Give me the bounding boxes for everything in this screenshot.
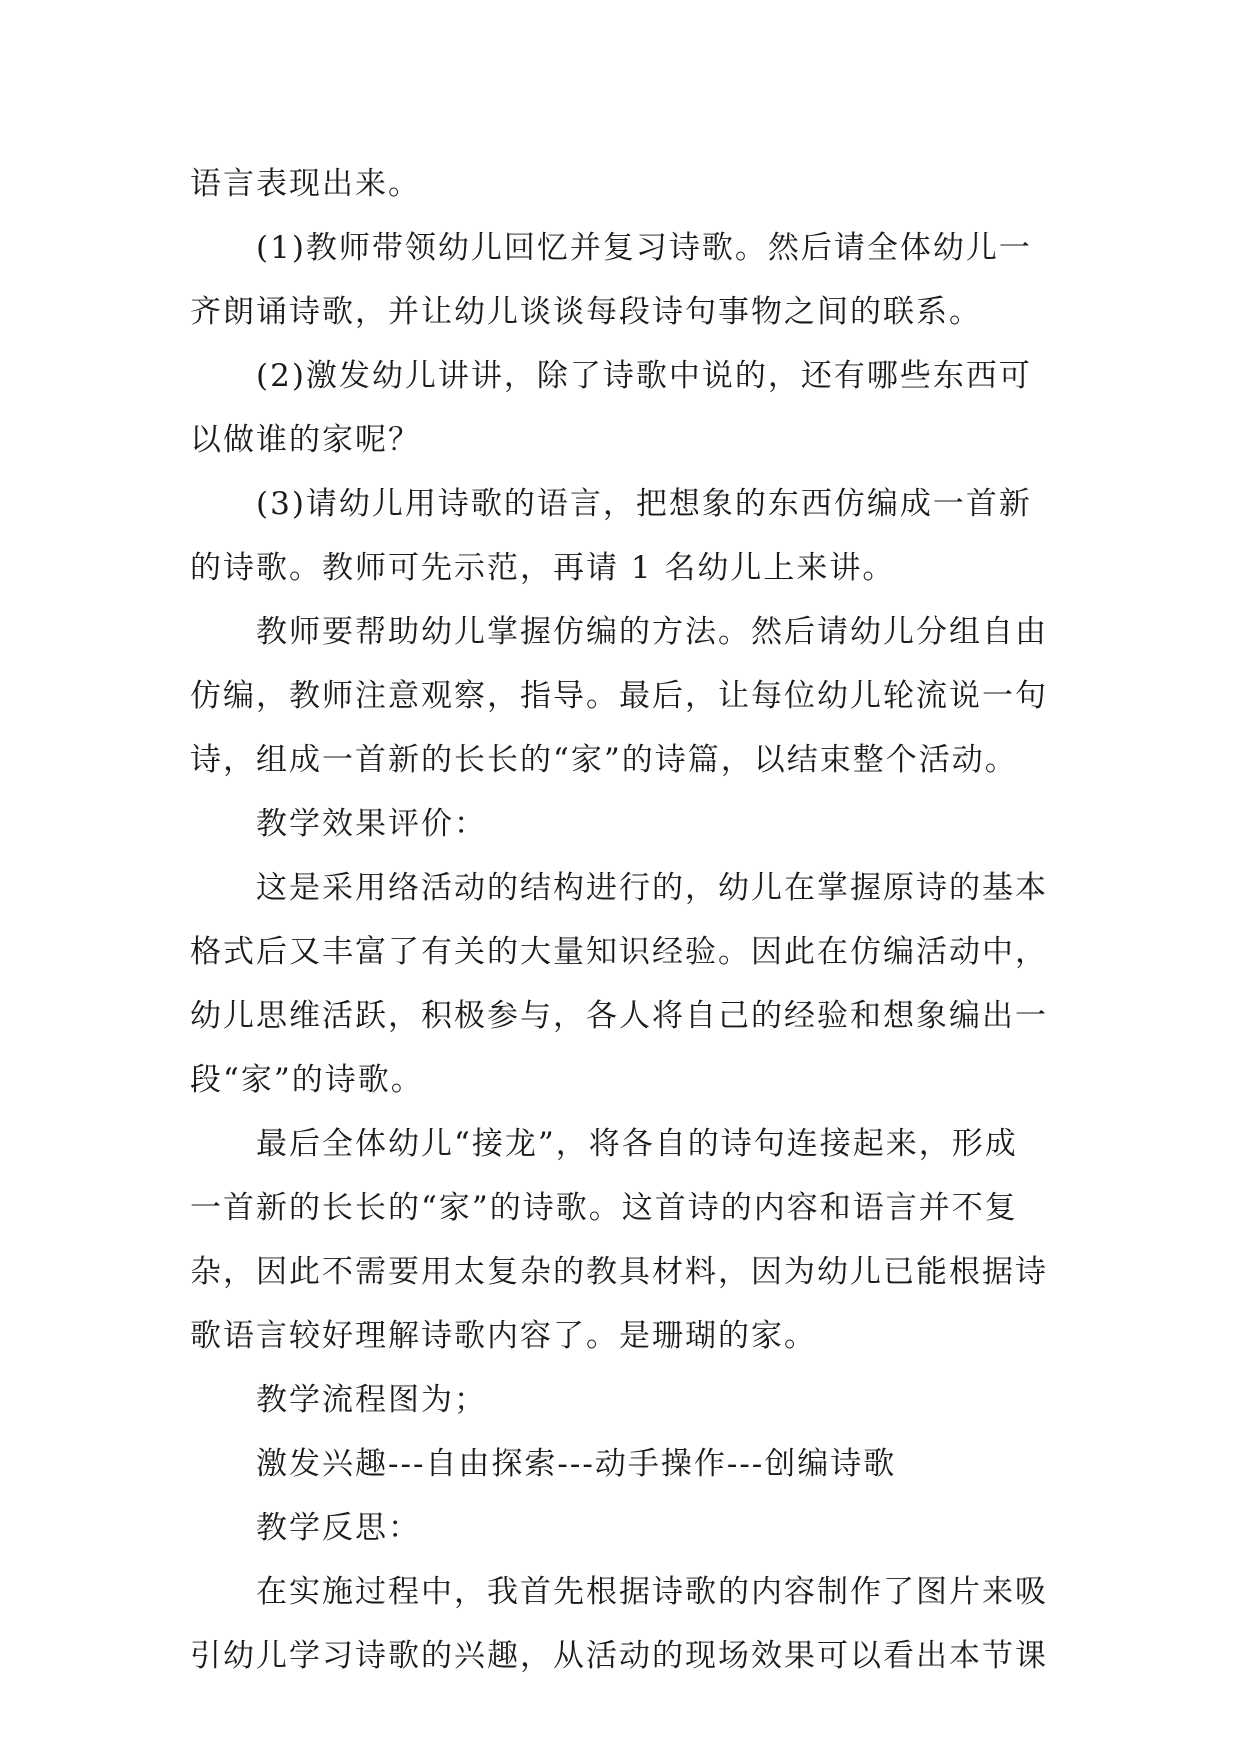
text-line: 最后全体幼儿“接龙”，将各自的诗句连接起来，形成 [256,1126,1018,1162]
text-line: 教师要帮助幼儿掌握仿编的方法。然后请幼儿分组自由 [256,614,1048,650]
text-line: 歌语言较好理解诗歌内容了。是珊瑚的家。 [190,1318,817,1354]
text-line: (1)教师带领幼儿回忆并复习诗歌。然后请全体幼儿一 [256,230,1032,266]
text-line: 齐朗诵诗歌，并让幼儿谈谈每段诗句事物之间的联系。 [190,294,982,330]
text-line: 幼儿思维活跃，积极参与，各人将自己的经验和想象编出一 [190,998,1048,1034]
document-body [190,152,1070,1688]
text-line: 在实施过程中，我首先根据诗歌的内容制作了图片来吸 [256,1574,1048,1610]
text-line: 以做谁的家呢？ [190,422,421,458]
text-line: 杂，因此不需要用太复杂的教具材料，因为幼儿已能根据诗 [190,1254,1048,1290]
section-heading: 教学效果评价： [256,806,487,842]
text-line: (3)请幼儿用诗歌的语言，把想象的东西仿编成一首新 [256,486,1032,522]
text-line: 仿编，教师注意观察，指导。最后，让每位幼儿轮流说一句 [190,678,1048,714]
flow-line: 激发兴趣---自由探索---动手操作---创编诗歌 [256,1446,897,1482]
text-line: 引幼儿学习诗歌的兴趣，从活动的现场效果可以看出本节课 [190,1638,1048,1674]
text-line: (2)激发幼儿讲讲，除了诗歌中说的，还有哪些东西可 [256,358,1032,394]
text-line: 的诗歌。教师可先示范，再请 1 名幼儿上来讲。 [190,550,896,586]
text-line: 语言表现出来。 [190,166,421,202]
text-line: 段“家”的诗歌。 [190,1062,424,1098]
text-line: 诗，组成一首新的长长的“家”的诗篇，以结束整个活动。 [190,742,1018,778]
section-heading: 教学反思： [256,1510,421,1546]
section-heading: 教学流程图为； [256,1382,487,1418]
text-line: 格式后又丰富了有关的大量知识经验。因此在仿编活动中， [190,934,1048,970]
text-line: 一首新的长长的“家”的诗歌。这首诗的内容和语言并不复 [190,1190,1018,1226]
text-line: 这是采用络活动的结构进行的，幼儿在掌握原诗的基本 [256,870,1048,906]
